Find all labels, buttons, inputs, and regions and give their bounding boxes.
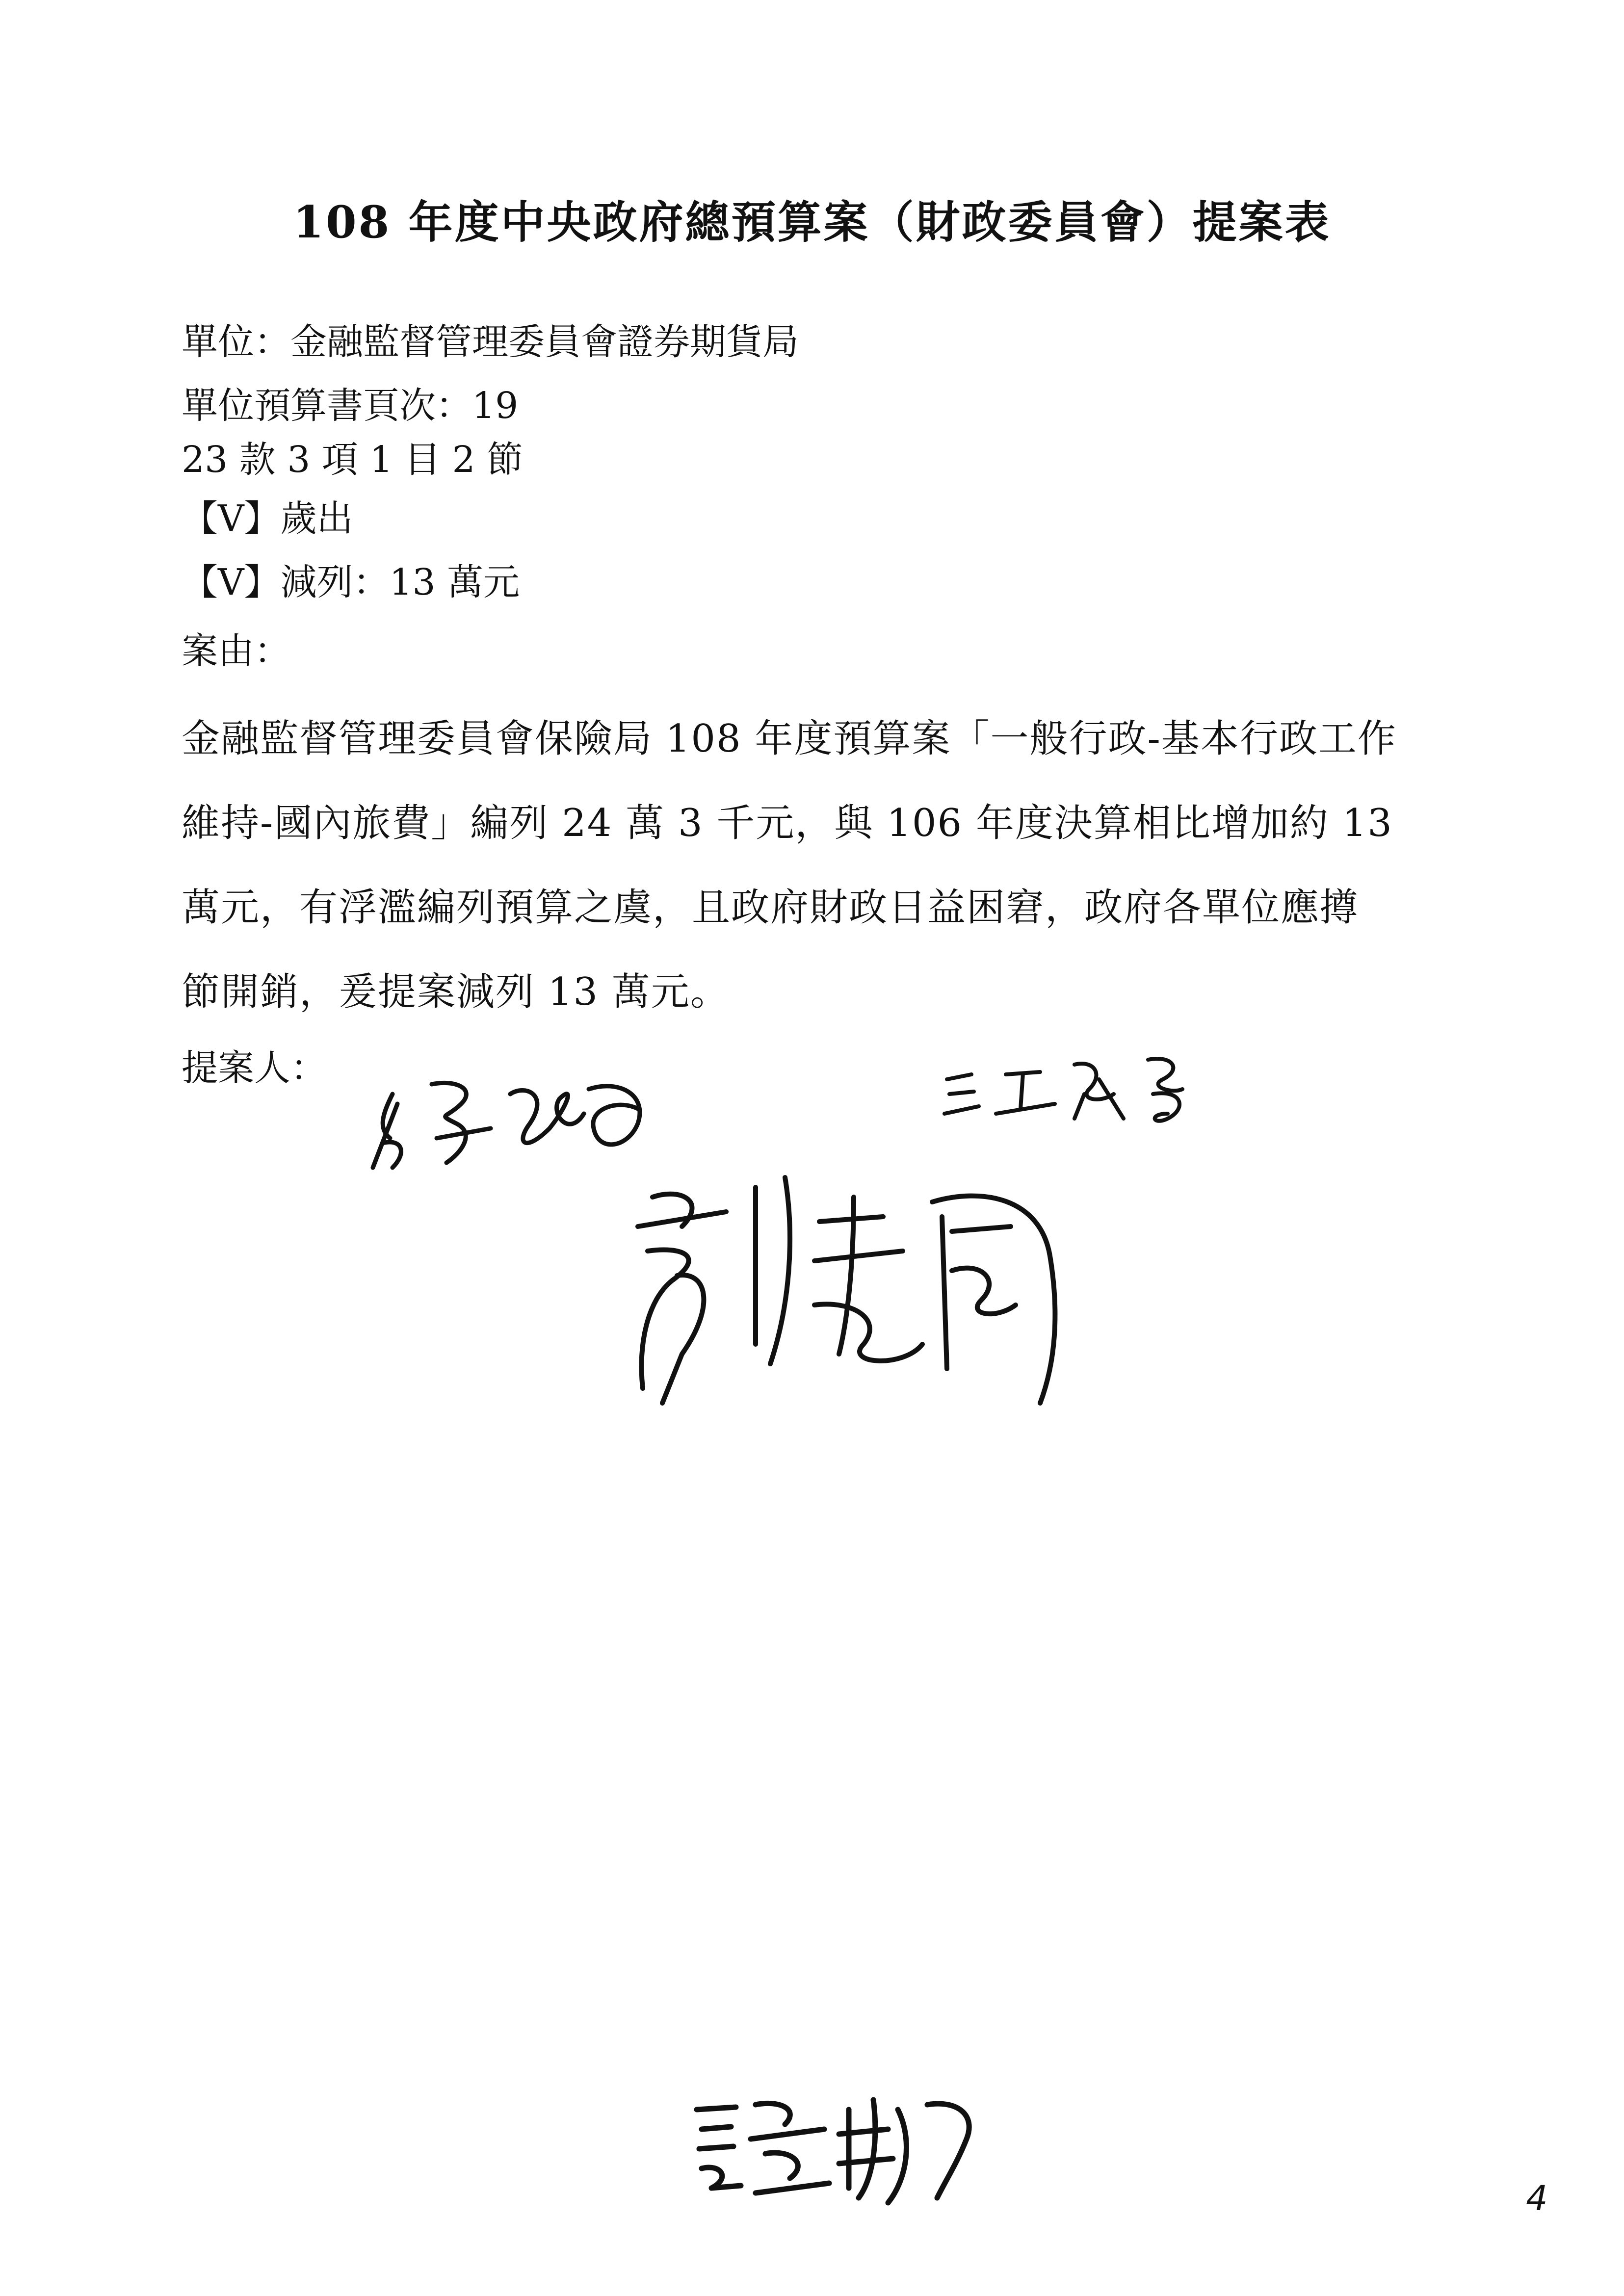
unit-field: 單位：金融監督管理委員會證券期貨局 [182, 321, 799, 363]
page-number: 4 [1526, 2178, 1548, 2218]
budget-page-field: 單位預算書頁次：19 [182, 385, 519, 427]
reason-paragraph [182, 697, 1457, 1034]
signature-2 [937, 1045, 1212, 1133]
reason-line: 萬元，有浮濫編列預算之虞，且政府財政日益困窘，政府各單位應撙 [182, 886, 1360, 930]
reason-line: 維持-國內旅費」編列 24 萬 3 千元，與 106 年度決算相比增加約 13 [182, 801, 1393, 845]
reason-label: 案由： [182, 630, 290, 672]
stamp-mark [682, 2080, 996, 2208]
reduction-field: 【V】減列：13 萬元 [182, 561, 520, 603]
proposer-label: 提案人： [182, 1047, 327, 1089]
expenditure-field: 【V】歲出 [182, 497, 353, 540]
reason-line: 節開銷，爰提案減列 13 萬元。 [182, 970, 730, 1014]
signature-1 [363, 1040, 667, 1177]
section-field: 23 款 3 項 1 目 2 節 [182, 439, 524, 481]
reason-line: 金融監督管理委員會保險局 108 年度預算案「一般行政-基本行政工作 [182, 717, 1397, 761]
document-title: 108 年度中央政府總預算案（財政委員會）提案表 [293, 196, 1331, 248]
signature-3 [608, 1158, 1089, 1413]
